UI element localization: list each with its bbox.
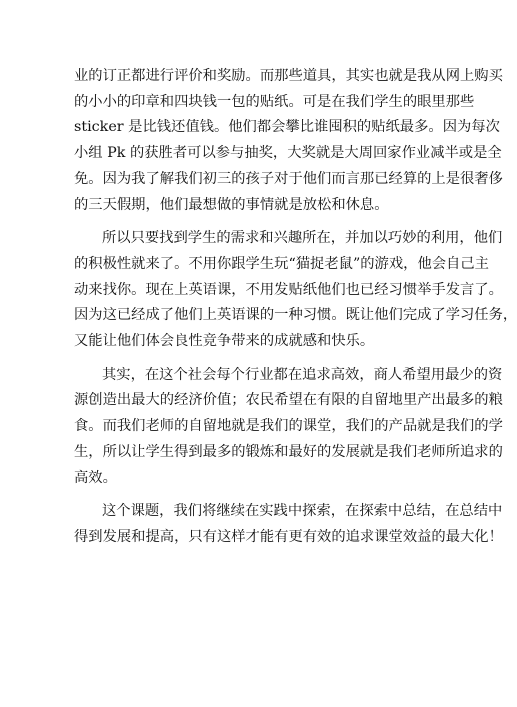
text-line: 得到发展和提高，只有这样才能有更有效的追求课堂效益的最大化！ xyxy=(74,528,503,545)
text-line: 食。而我们老师的自留地就是我们的课堂，我们的产品就是我们的学 xyxy=(74,418,503,435)
text-line: 的三天假期，他们最想做的事情就是放松和休息。 xyxy=(74,196,389,213)
text-line: 的积极性就来了。不用你跟学生玩“猫捉老鼠”的游戏，他会自己主 xyxy=(74,255,489,272)
paragraph-rewards xyxy=(74,64,503,218)
text-line: 动来找你。现在上英语课，不用发贴纸他们也已经习惯举手发言了。 xyxy=(74,281,503,298)
text-line: 高效。 xyxy=(74,469,117,486)
text-line: 其实，在这个社会每个行业都在追求高效，商人希望用最少的资 xyxy=(102,366,503,383)
text-line: 因为这已经成了他们上英语课的一种习惯。既让他们完成了学习任务， xyxy=(74,307,517,324)
paragraph-efficiency xyxy=(74,363,503,492)
text-line: 小组 Pk 的获胜者可以参与抽奖，大奖就是大周回家作业减半或是全 xyxy=(74,145,502,162)
text-line: 免。因为我了解我们初三的孩子对于他们而言那已经算的上是很奢侈 xyxy=(74,170,503,187)
text-line: 的小小的印章和四块钱一包的贴纸。可是在我们学生的眼里那些 xyxy=(74,93,475,110)
body-text xyxy=(74,64,517,559)
paragraph-motivation xyxy=(74,226,517,355)
text-line: 业的订正都进行评价和奖励。而那些道具，其实也就是我从网上购买 xyxy=(74,68,503,84)
text-line: 源创造出最大的经济价值；农民希望在有限的自留地里产出最多的粮 xyxy=(74,392,503,409)
paragraph-conclusion xyxy=(74,499,503,550)
text-line: 生，所以让学生得到最多的锻炼和最好的发展就是我们老师所追求的 xyxy=(74,443,503,460)
text-line: 又能让他们体会良性竞争带来的成就感和快乐。 xyxy=(74,333,375,350)
text-line: sticker 是比钱还值钱。他们都会攀比谁囤积的贴纸最多。因为每次 xyxy=(74,119,500,136)
text-line: 这个课题，我们将继续在实践中探索，在探索中总结，在总结中 xyxy=(102,503,503,520)
text-line: 所以只要找到学生的需求和兴趣所在，并加以巧妙的利用，他们 xyxy=(102,230,503,247)
